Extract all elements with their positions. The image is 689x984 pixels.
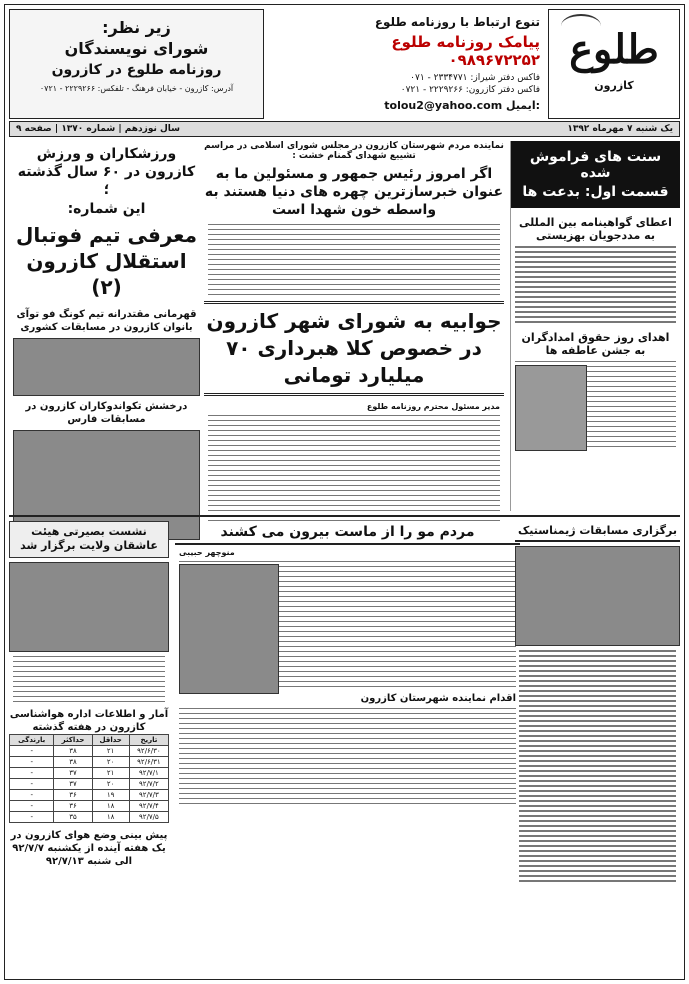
table-cell: ۹۲/۶/۳۰ — [129, 746, 168, 757]
table-cell: ۲۱ — [92, 746, 129, 757]
fax-kazerun: فاکس دفتر کازرون: ۲۲۲۹۲۶۶ - ۰۷۲۱ — [400, 85, 540, 95]
table-cell: ۳۸ — [54, 746, 92, 757]
masthead — [9, 9, 680, 119]
table-row — [10, 746, 169, 757]
caption-taekwondo: درخشش تکواندوکاران کازرون در مسابقات فارس — [25, 400, 188, 425]
table-cell: ۱۸ — [92, 812, 129, 823]
bottom-center-section — [175, 521, 520, 981]
section-divider — [9, 515, 680, 517]
article-body — [515, 246, 676, 323]
publisher-box — [9, 9, 264, 119]
letter-addressee: مدیر مسئول محترم روزنامه طلوع — [366, 402, 500, 412]
feature-subtitle: قسمت اول: بدعت ها — [522, 184, 669, 200]
table-row — [10, 768, 169, 779]
table-cell: ۳۶ — [54, 801, 92, 812]
logo-city: کازرون — [594, 79, 634, 92]
table-row — [10, 790, 169, 801]
sun-rays-icon — [561, 14, 601, 38]
series-title: ورزشکاران و ورزش کازرون در ۶۰ سال گذشته ؛ — [17, 146, 196, 199]
table-cell: - — [10, 746, 54, 757]
article-body — [208, 415, 500, 522]
article-body — [519, 650, 676, 882]
kungfu-team-photo — [13, 338, 200, 396]
caption-kungfu: قهرمانی مقتدرانه تیم کونگ فو توآی بانوان کازرون در مسابقات کشوری — [16, 308, 197, 333]
table-row — [10, 812, 169, 823]
table-cell: ۹۲/۷/۵ — [129, 812, 168, 823]
email-address[interactable]: tolou2@yahoo.com — [384, 99, 503, 112]
table-cell: ۱۹ — [92, 790, 129, 801]
table-cell: - — [10, 768, 54, 779]
issue-date: یک شنبه ۷ مهرماه ۱۳۹۲ — [567, 124, 673, 134]
article-kicker: نماینده مردم شهرستان کازرون در مجلس شورای اسلامی در مراسم تشییع شهدای گمنام خشت : — [204, 141, 504, 161]
article-body — [13, 656, 165, 703]
right-column — [510, 141, 680, 511]
table-cell: ۱۸ — [92, 801, 129, 812]
article-body — [208, 224, 500, 296]
table-cell: ۲۰ — [92, 757, 129, 768]
publisher-paper: روزنامه طلوع در کازرون — [51, 62, 222, 78]
issue-number: سال نوزدهم | شماره ۱۳۷۰ | صفحه ۹ — [16, 124, 181, 134]
table-cell: ۹۲/۷/۱ — [129, 768, 168, 779]
column-header: حداقل — [92, 735, 129, 746]
center-top-section — [204, 141, 504, 511]
publisher-address: آدرس: کازرون - خیابان فرهنگ - تلفکس: ۲۲۲۹۲۶۶ - ۰۷۲۱ — [39, 84, 234, 93]
sms-number: پیامک روزنامه طلوع ۰۹۸۹۶۷۲۲۵۲ — [391, 33, 540, 69]
feature-box — [511, 141, 680, 208]
fax-shiraz: فاکس دفتر شیراز: ۲۳۳۴۷۷۱ - ۰۷۱ — [410, 73, 540, 83]
column-header: تاریخ — [129, 735, 168, 746]
forecast-title: پیش بینی وضع هوای کازرون در یک هفته آینده از یکشنبه ۹۲/۷/۷ الی شنبه ۹۲/۷/۱۳ — [10, 830, 168, 868]
feature-title: سنت های فراموش شده — [529, 149, 662, 181]
table-cell: - — [10, 801, 54, 812]
publisher-label: زیر نظر: — [102, 18, 171, 37]
gymnastics-photo — [515, 546, 680, 646]
table-cell: ۳۵ — [54, 812, 92, 823]
issue-bar — [9, 121, 680, 137]
article-headline-relief: اهدای روز حقوق امدادگران به جشن عاطفه ها — [521, 330, 670, 357]
table-cell: ۲۱ — [92, 768, 129, 779]
table-row — [10, 757, 169, 768]
table-cell: ۹۲/۷/۳ — [129, 790, 168, 801]
meeting-photo — [9, 562, 169, 652]
sports-series-title — [9, 141, 204, 304]
table-cell: - — [10, 779, 54, 790]
table-cell: ۹۲/۷/۲ — [129, 779, 168, 790]
article-author: منوچهر حبیبی — [179, 548, 235, 557]
publisher-council: شورای نویسندگان — [64, 39, 209, 58]
bottom-left-section — [9, 521, 169, 981]
table-row — [10, 779, 169, 790]
table-cell: ۳۶ — [54, 790, 92, 801]
contact-title: تنوع ارتباط با روزنامه طلوع — [374, 15, 540, 29]
table-cell: ۹۲/۶/۳۱ — [129, 757, 168, 768]
table-cell: ۳۸ — [54, 757, 92, 768]
table-cell: ۳۷ — [54, 768, 92, 779]
left-column — [9, 141, 204, 511]
table-cell: - — [10, 812, 54, 823]
article-headline-gymnastics: برگزاری مسابقات ژیمناستیک — [515, 521, 680, 542]
table-header-row — [10, 735, 169, 746]
table-cell: - — [10, 757, 54, 768]
article-body — [179, 708, 516, 805]
article-headline-people: مردم مو را از ماست بیرون می کشند — [175, 521, 520, 545]
column-header: بارندگی — [10, 735, 54, 746]
table-cell: ۳۷ — [54, 779, 92, 790]
logo-box — [548, 9, 680, 119]
article-headline-martyrs: اگر امروز رئیس جمهور و مسئولین ما به عنوان خبرسازترین چهره های دنیا هستند به واسطه خون شهدا است — [204, 166, 504, 219]
main-headline: جوابیه به شورای شهر کازرون در خصوص کلا هبرداری ۷۰ میلیارد تومانی — [204, 301, 504, 396]
table-cell: - — [10, 790, 54, 801]
table-cell: ۲۰ — [92, 779, 129, 790]
table-cell: ۹۲/۷/۴ — [129, 801, 168, 812]
series-issue-label: این شماره: — [67, 200, 146, 217]
weather-table — [9, 734, 169, 823]
bottom-right-section — [515, 521, 680, 981]
table-row — [10, 801, 169, 812]
portrait-photo — [515, 365, 587, 451]
article-headline-certificates: اعطای گواهینامه بین المللی به مددجویان بهزیستی — [519, 216, 672, 242]
email-line — [300, 99, 540, 112]
contact-block — [300, 9, 540, 119]
article-headline-velayat: نشست بصیرتی هیئت عاشقان ولایت برگزار شد — [9, 521, 169, 558]
column-header: حداکثر — [54, 735, 92, 746]
series-topic: معرفی تیم فوتبال استقلال کازرون (۲) — [16, 222, 197, 299]
weather-table-title: آمار و اطلاعات اداره هواشناسی کازرون در هفته گذشته — [9, 709, 169, 734]
newspaper-logo: طلوع — [569, 26, 659, 73]
author-photo — [179, 564, 279, 694]
newspaper-page — [4, 4, 685, 980]
email-label: ایمیل: — [506, 99, 540, 112]
article-subheading: اقدام نماینده شهرستان کازرون — [360, 693, 516, 704]
